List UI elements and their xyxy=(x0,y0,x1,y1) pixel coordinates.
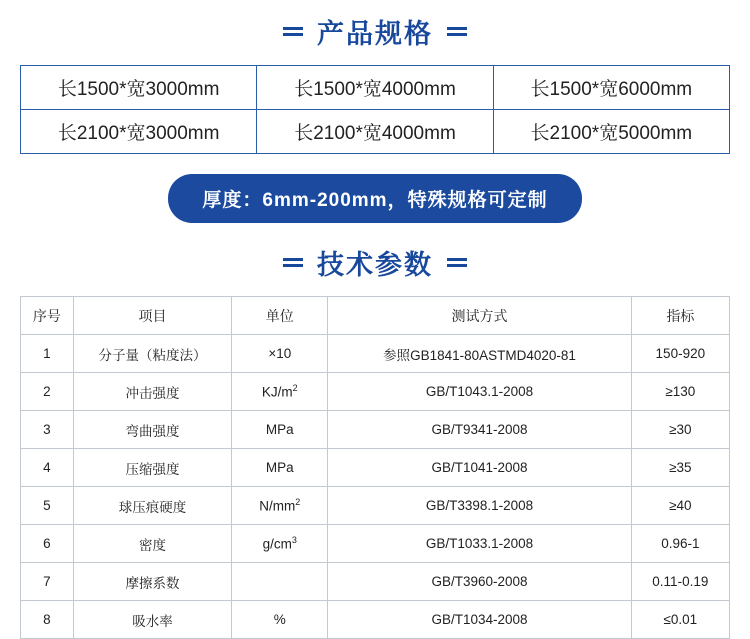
cell-test: GB/T1033.1-2008 xyxy=(328,525,631,563)
cell-no: 1 xyxy=(21,335,74,373)
column-header-index: 指标 xyxy=(631,297,729,335)
table-row xyxy=(21,335,730,373)
cell-index: 0.11-0.19 xyxy=(631,563,729,601)
spec-cell: 长2100*宽5000mm xyxy=(493,110,729,154)
thickness-note-wrapper xyxy=(0,174,750,223)
cell-test: 参照GB1841-80ASTMD4020-81 xyxy=(328,335,631,373)
table-row xyxy=(21,373,730,411)
heading-dash-right-icon xyxy=(447,258,467,267)
cell-item: 吸水率 xyxy=(73,601,231,639)
cell-unit xyxy=(232,563,328,601)
cell-unit: % xyxy=(232,601,328,639)
table-row xyxy=(21,110,730,154)
column-header-item: 项目 xyxy=(73,297,231,335)
column-header-test: 测试方式 xyxy=(328,297,631,335)
cell-no: 4 xyxy=(21,449,74,487)
spec-cell: 长1500*宽3000mm xyxy=(21,66,257,110)
table-row xyxy=(21,411,730,449)
cell-test: GB/T1041-2008 xyxy=(328,449,631,487)
tech-params-heading-text: 技术参数 xyxy=(317,250,433,280)
cell-unit: $g/cm^3$ xyxy=(232,525,328,563)
cell-item: 球压痕硬度 xyxy=(73,487,231,525)
product-spec-page xyxy=(0,12,750,629)
technical-parameters-table xyxy=(20,296,730,639)
cell-test: GB/T1043.1-2008 xyxy=(328,373,631,411)
cell-index: ≤0.01 xyxy=(631,601,729,639)
cell-test: GB/T3398.1-2008 xyxy=(328,487,631,525)
cell-item: 压缩强度 xyxy=(73,449,231,487)
cell-test: GB/T1034-2008 xyxy=(328,601,631,639)
cell-item: 弯曲强度 xyxy=(73,411,231,449)
cell-no: 6 xyxy=(21,525,74,563)
cell-unit: MPa xyxy=(232,411,328,449)
product-spec-heading-text: 产品规格 xyxy=(317,19,433,49)
cell-index: 0.96-1 xyxy=(631,525,729,563)
cell-index: ≥130 xyxy=(631,373,729,411)
cell-item: 分子量（粘度法） xyxy=(73,335,231,373)
cell-item: 冲击强度 xyxy=(73,373,231,411)
table-row xyxy=(21,487,730,525)
spec-cell: 长2100*宽4000mm xyxy=(257,110,493,154)
heading-dash-right-icon xyxy=(447,27,467,36)
cell-item: 摩擦系数 xyxy=(73,563,231,601)
cell-unit: $N/mm^2$ xyxy=(232,487,328,525)
spec-cell: 长1500*宽6000mm xyxy=(493,66,729,110)
technical-parameters-body xyxy=(21,335,730,639)
cell-no: 8 xyxy=(21,601,74,639)
cell-item: 密度 xyxy=(73,525,231,563)
cell-index: 150-920 xyxy=(631,335,729,373)
cell-index: ≥30 xyxy=(631,411,729,449)
cell-no: 2 xyxy=(21,373,74,411)
cell-unit: $KJ/m^2$ xyxy=(232,373,328,411)
product-spec-heading xyxy=(0,12,750,51)
table-header-row xyxy=(21,297,730,335)
cell-test: GB/T3960-2008 xyxy=(328,563,631,601)
table-row xyxy=(21,601,730,639)
spec-cell: 长1500*宽4000mm xyxy=(257,66,493,110)
table-row xyxy=(21,563,730,601)
table-row xyxy=(21,66,730,110)
column-header-no: 序号 xyxy=(21,297,74,335)
table-row xyxy=(21,525,730,563)
cell-index: ≥40 xyxy=(631,487,729,525)
cell-test: GB/T9341-2008 xyxy=(328,411,631,449)
cell-unit: MPa xyxy=(232,449,328,487)
cell-no: 7 xyxy=(21,563,74,601)
column-header-unit: 单位 xyxy=(232,297,328,335)
tech-params-heading xyxy=(0,243,750,282)
cell-index: ≥35 xyxy=(631,449,729,487)
cell-no: 5 xyxy=(21,487,74,525)
heading-dash-left-icon xyxy=(283,258,303,267)
table-row xyxy=(21,449,730,487)
thickness-note-badge: 厚度：6mm-200mm，特殊规格可定制 xyxy=(168,174,581,223)
cell-no: 3 xyxy=(21,411,74,449)
heading-dash-left-icon xyxy=(283,27,303,36)
spec-cell: 长2100*宽3000mm xyxy=(21,110,257,154)
specification-table xyxy=(20,65,730,154)
cell-unit: ×10 xyxy=(232,335,328,373)
